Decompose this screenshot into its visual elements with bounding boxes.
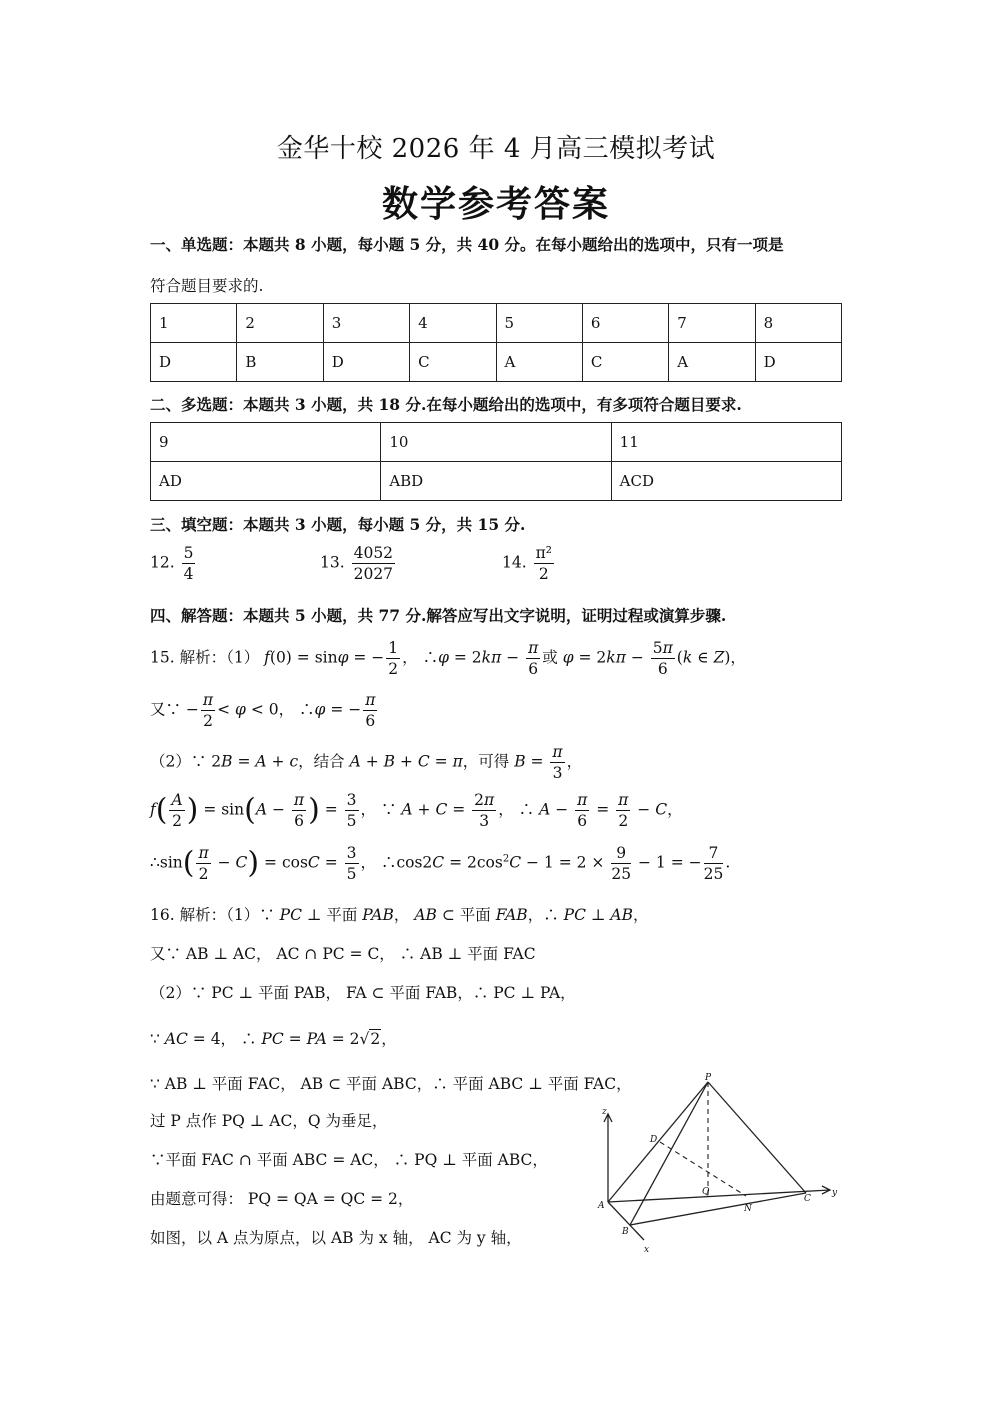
label-y: y [832,1188,838,1198]
table-cell: 4 [410,304,496,343]
q16-line9: 如图，以 A 点为原点，以 AB 为 x 轴， AC 为 y 轴， [150,1229,522,1247]
label-A: A [598,1201,605,1211]
edge-BC [630,1193,806,1225]
table-cell: B [237,343,323,382]
table-cell: 8 [755,304,841,343]
edge-PB [630,1082,708,1225]
table-cell: 11 [611,423,841,462]
label-D: D [650,1135,658,1145]
table-cell: D [323,343,409,382]
pyramid-figure [592,1070,842,1260]
table-row [151,343,842,382]
table-cell: 6 [582,304,668,343]
table-cell: ABD [381,462,611,501]
table-cell: C [582,343,668,382]
q16-line7: ∵平面 FAC ∩ 平面 ABC = AC， ∴ PQ ⊥ 平面 ABC， [150,1151,548,1169]
fraction-denominator: 2 [538,565,549,583]
y-axis [608,1190,830,1202]
q16-line1: 16. 解析：（1）∵ PC ⊥ 平面 PAB， AB ⊂ 平面 FAB，∴ PC ⊥ AB， [150,906,649,924]
q15-line1: 15. 解析：（1） f(0) = sinφ = − $\frac{1}{2}$ ， ∴φ = 2kπ − $\frac{\pi}{6}$ 或 φ = 2kπ − $\frac{5\pi}{6}$ (k ∈ Z)， [150,639,746,678]
q15-label: 15. 解析：（1） [150,648,260,667]
table-cell: 7 [669,304,755,343]
table-cell: 3 [323,304,409,343]
table-row [151,423,842,462]
section4-heading: 四、解答题：本题共 5 小题，共 77 分.解答应写出文字说明，证明过程或演算步骤. [150,606,727,625]
q16-line5: ∵ AB ⊥ 平面 FAC， AB ⊂ 平面 ABC，∴ 平面 ABC ⊥ 平面 FAC， [150,1075,632,1093]
q16-label: 16. 解析：（1） [150,906,260,924]
table-cell: C [410,343,496,382]
label-C: C [804,1194,811,1204]
label-x: x [644,1245,650,1255]
fraction-denominator: 2027 [353,565,394,583]
exam-title: 金华十校 2026 年 4 月高三模拟考试 [276,134,716,164]
section2-heading: 二、多选题：本题共 3 小题，共 18 分.在每小题给出的选项中，有多项符合题目要求. [150,395,742,414]
table-cell: 2 [237,304,323,343]
fill-answer-12 [150,543,197,584]
answer-key-title: 数学参考答案 [381,183,610,225]
fill-answer-14 [502,543,556,584]
q16-line8: 由题意可得： PQ = QA = QC = 2， [150,1190,414,1208]
q15-line2: 又∵ − $\frac{\pi}{2}$ < φ < 0， ∴φ = − $\frac{\pi}{6}$ [150,691,376,730]
fill-answer-13 [320,543,397,584]
fraction-numerator: 4052 [353,544,394,562]
section1-heading: 一、单选题：本题共 8 小题，每小题 5 分，共 40 分。在每小题给出的选项中，只有一项是 [150,235,784,254]
edge-PC [708,1082,806,1193]
table-cell: D [755,343,841,382]
table-row [151,462,842,501]
table-cell: D [151,343,237,382]
label-N: N [744,1204,752,1214]
table-cell: 10 [381,423,611,462]
table-cell: A [496,343,582,382]
question-number: 12. [150,553,175,572]
fraction-numerator: π² [535,544,552,562]
q15-line4: f( $\frac{A}{2}$ ) = sin(A − $\frac{\pi}{6}$ ) = $\frac{3}{5}$ ， ∵ A + C = $\frac{2\pi}{3}$ ， ∴ A − $\frac{\pi}{6}$ = $\frac{\pi}{2}$ − C， [150,791,683,830]
table-cell: A [669,343,755,382]
section3-heading: 三、填空题：本题共 3 小题，每小题 5 分，共 15 分. [150,515,526,534]
label-Q: Q [702,1187,710,1197]
q16-line3: （2）∵ PC ⊥ 平面 PAB， FA ⊂ 平面 FAB，∴ PC ⊥ PA， [150,984,576,1002]
question-number: 13. [320,553,345,572]
table-row [151,304,842,343]
section1-heading-cont: 符合题目要求的. [150,277,264,295]
fraction-numerator: 5 [183,544,194,562]
label-P: P [705,1073,712,1083]
table-cell: 9 [151,423,381,462]
label-z: z [602,1107,607,1117]
q15-line3: （2）∵ 2B = A + c，结合 A + B + C = π，可得 B = $\frac{\pi}{3}$ ， [150,743,583,782]
single-choice-table [150,303,842,382]
table-cell: AD [151,462,381,501]
q16-line2: 又∵ AB ⊥ AC， AC ∩ PC = C， ∴ AB ⊥ 平面 FAC [150,945,536,963]
table-cell: 5 [496,304,582,343]
question-number: 14. [502,553,527,572]
fraction-denominator: 4 [183,565,194,583]
q15-line5: ∴sin( $\frac{\pi}{2}$ − C) = cosC = $\frac{3}{5}$ ， ∴cos2C = $2\cos^2C - 1 = 2$ × $\frac{9}{25}$ − 1 = − $\frac{7}{25}$ . [150,844,731,883]
table-cell: ACD [611,462,841,501]
label-B: B [622,1227,629,1237]
table-cell: 1 [151,304,237,343]
edge-PA [608,1082,708,1202]
multi-choice-table [150,422,842,501]
q16-line4: ∵ AC = 4， ∴ PC = PA = 2√2， [150,1030,397,1048]
q16-line6: 过 P 点作 PQ ⊥ AC，Q 为垂足， [150,1112,388,1130]
